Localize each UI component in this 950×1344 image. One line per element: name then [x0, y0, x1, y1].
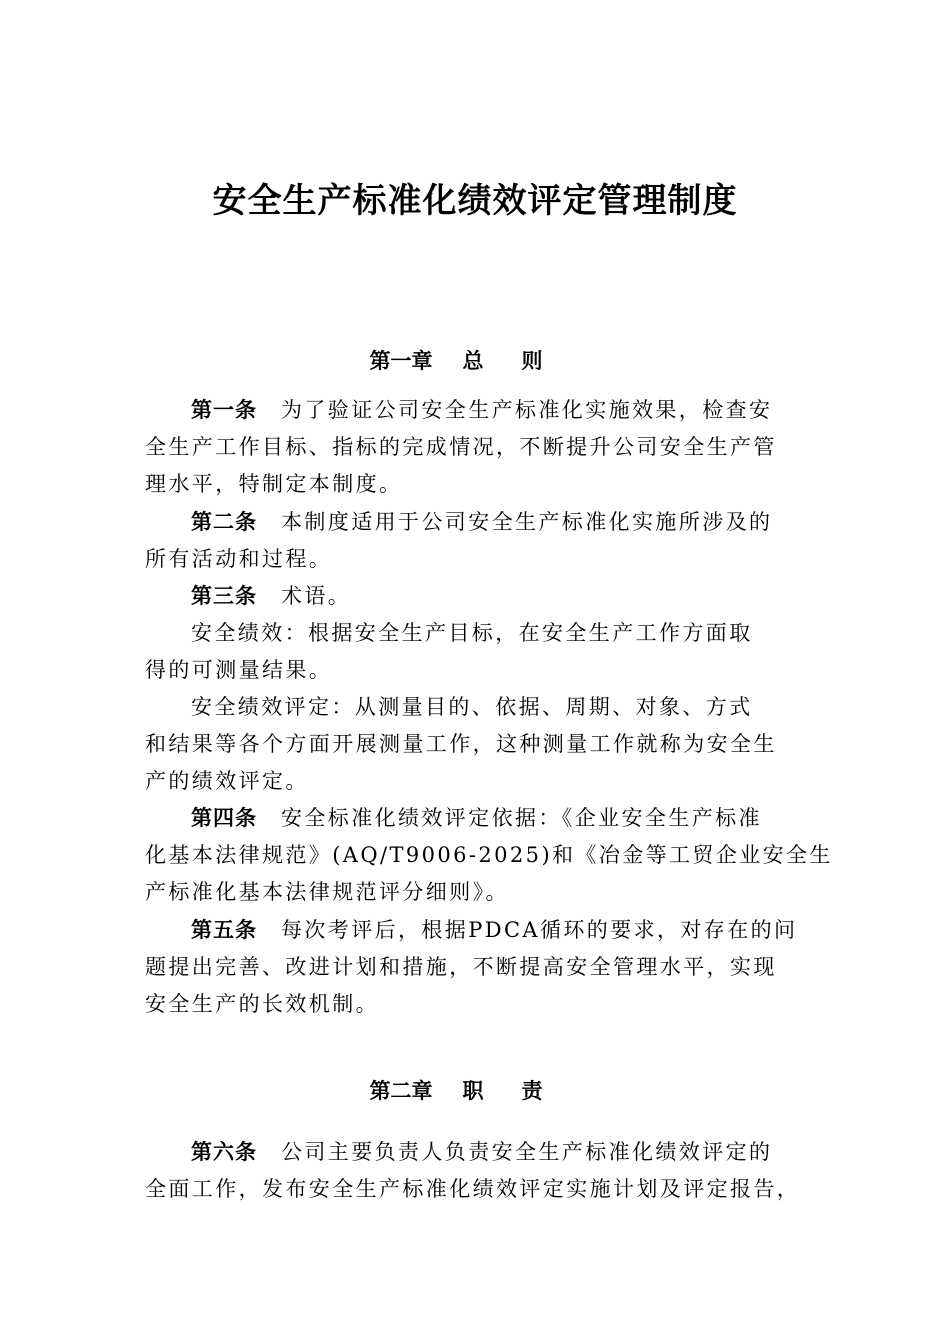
article-text-line: 为了验证公司安全生产标准化实施效果，检查安	[281, 398, 773, 422]
chapter-heading-1	[0, 346, 950, 376]
article-label: 第六条	[191, 1140, 257, 1164]
article-text-line: 安全标准化绩效评定依据：《企业安全生产标准	[281, 806, 762, 830]
article-text-line: 安全绩效评定：从测量目的、依据、周期、对象、方式	[191, 695, 753, 719]
article-1	[145, 392, 815, 503]
article-text-line: 本制度适用于公司安全生产标准化实施所涉及的	[281, 510, 773, 534]
article-text-line: 化基本法律规范》(AQ/T9006-2025)和《冶金等工贸企业安全生	[145, 843, 833, 867]
definition-safety-performance	[145, 615, 815, 689]
article-text-line: 术语。	[281, 584, 352, 608]
article-label: 第三条	[191, 584, 257, 608]
article-3	[145, 578, 815, 615]
chapter-number: 第一章	[369, 349, 433, 373]
chapter-name: 总则	[462, 349, 581, 373]
article-text-line: 产的绩效评定。	[145, 769, 309, 793]
article-text-line: 安全绩效：根据安全生产目标，在安全生产工作方面取	[191, 621, 753, 645]
document-title: 安全生产标准化绩效评定管理制度	[212, 181, 738, 221]
article-label: 第四条	[191, 806, 257, 830]
article-label: 第五条	[191, 918, 257, 942]
article-text-line: 得的可测量结果。	[145, 658, 333, 682]
article-label: 第二条	[191, 510, 257, 534]
article-text-line: 所有活动和过程。	[145, 547, 333, 571]
article-text-line: 每次考评后，根据PDCA循环的要求，对存在的问	[281, 918, 798, 942]
article-text-line: 和结果等各个方面开展测量工作，这种测量工作就称为安全生	[145, 732, 777, 756]
article-text-line: 公司主要负责人负责安全生产标准化绩效评定的	[281, 1140, 773, 1164]
article-5	[145, 912, 815, 1023]
article-6	[145, 1134, 815, 1208]
article-2	[145, 504, 815, 578]
chapter-heading-2	[0, 1076, 950, 1106]
article-text-line: 全面工作，发布安全生产标准化绩效评定实施计划及评定报告，	[145, 1177, 801, 1201]
chapter-number: 第二章	[369, 1079, 433, 1103]
definition-performance-evaluation	[145, 689, 815, 800]
article-text-line: 题提出完善、改进计划和措施，不断提高安全管理水平，实现	[145, 955, 777, 979]
article-text-line: 安全生产的长效机制。	[145, 992, 379, 1016]
article-label: 第一条	[191, 398, 257, 422]
article-text-line: 理水平，特制定本制度。	[145, 472, 403, 496]
article-text-line: 产标准化基本法律规范评分细则》。	[145, 880, 509, 904]
article-text-line: 全生产工作目标、指标的完成情况，不断提升公司安全生产管	[145, 435, 777, 459]
article-4	[145, 800, 833, 911]
chapter-name: 职责	[462, 1079, 581, 1103]
